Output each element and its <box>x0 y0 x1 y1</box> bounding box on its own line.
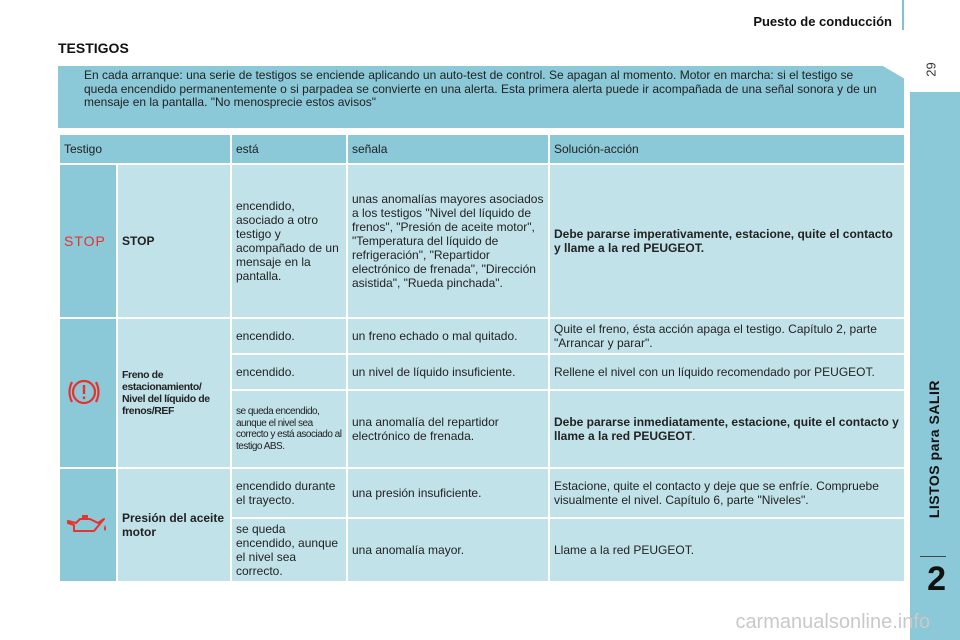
header-testigo: Testigo <box>59 134 231 164</box>
intro-text: En cada arranque: una serie de testigos se enciende aplicando un auto-test de control. Se apagan al momento. Motor en marcha: si el testigo se queda encendido permanentemente o si parpadea se convierte en una alerta. Esta primera alerta puede ir acompañada de una señal sonora y de un mensaje en la pantalla. "No menosprecie estos avisos" <box>84 68 877 110</box>
brake-status-1: encendido. <box>231 318 347 354</box>
oil-status-2: se queda encendido, aunque el nivel sea correcto. <box>231 518 347 582</box>
table-row-brake-1 <box>59 318 905 354</box>
oil-signal-1: una presión insuficiente. <box>347 468 549 518</box>
brake-name-cell <box>117 318 231 468</box>
table-row-oil-1 <box>59 468 905 518</box>
header-senala: señala <box>347 134 549 164</box>
brake-status-2: encendido. <box>231 354 347 390</box>
table-header-row <box>59 134 905 164</box>
oil-signal-2: una anomalía mayor. <box>347 518 549 582</box>
brake-signal-3: una anomalía del repartidor electrónico de frenada. <box>347 390 549 468</box>
running-header: Puesto de conducción <box>753 14 892 29</box>
brake-action-3-cell <box>549 390 905 468</box>
page-number: 29 <box>923 62 939 77</box>
watermark: carmanualsonline.info <box>735 611 930 633</box>
brake-action-3-suffix: . <box>692 429 696 443</box>
chapter-label: LISTOS para SALIR <box>926 380 942 519</box>
oil-status-1: encendido durante el trayecto. <box>231 468 347 518</box>
chapter-number: 2 <box>927 560 946 598</box>
table-row-stop <box>59 164 905 318</box>
stop-status: encendido, asociado a otro testigo y acompañado de un mensaje en la pantalla. <box>231 164 347 318</box>
oil-icon-cell <box>59 468 117 582</box>
brake-action-2: Rellene el nivel con un líquido recomendado por PEUGEOT. <box>549 354 905 390</box>
stop-warning-icon: STOP <box>64 233 106 249</box>
brake-name: Freno de estacionamiento/ Nivel del líquido de frenos/REF <box>122 369 210 417</box>
brake-action-3: Debe pararse inmediatamente, estacione, quite el contacto y llame a la red PEUGEOT <box>554 415 899 443</box>
brake-signal-2: un nivel de líquido insuficiente. <box>347 354 549 390</box>
brake-status-3: se queda encendido, aunque el nivel sea correcto y está asociado al testigo ABS. <box>236 406 342 452</box>
brake-status-3-cell <box>231 390 347 468</box>
stop-signal: unas anomalías mayores asociados a los testigos "Nivel del líquido de frenos", "Presión de aceite motor", "Temperatura del líquido de refrigeración", "Repartidor electrónico de frenada", "Dirección asistida", "Rueda pinchada". <box>347 164 549 318</box>
header-esta: está <box>231 134 347 164</box>
stop-action: Debe pararse imperativamente, estacione, quite el contacto y llame a la red PEUGEOT. <box>549 164 905 318</box>
oil-name: Presión del aceite motor <box>122 511 225 539</box>
brake-signal-1: un freno echado o mal quitado. <box>347 318 549 354</box>
brake-action-1: Quite el freno, ésta acción apaga el testigo. Capítulo 2, parte "Arrancar y parar". <box>549 318 905 354</box>
brake-icon-cell <box>59 318 117 468</box>
stop-icon-cell <box>59 164 117 318</box>
brake-warning-icon <box>64 375 104 409</box>
oil-name-cell <box>117 468 231 582</box>
warning-lights-table <box>58 133 906 583</box>
oil-pressure-icon <box>64 512 108 536</box>
stop-name: STOP <box>117 164 231 318</box>
section-title: TESTIGOS <box>58 40 129 56</box>
chapter-divider <box>920 556 946 557</box>
oil-action-1: Estacione, quite el contacto y deje que se enfríe. Compruebe visualmente el nivel. Capítulo 6, parte "Niveles". <box>549 468 905 518</box>
oil-action-2: Llame a la red PEUGEOT. <box>549 518 905 582</box>
header-solucion: Solución-acción <box>549 134 905 164</box>
header-rule <box>902 0 904 30</box>
chapter-side-tab <box>910 92 960 640</box>
